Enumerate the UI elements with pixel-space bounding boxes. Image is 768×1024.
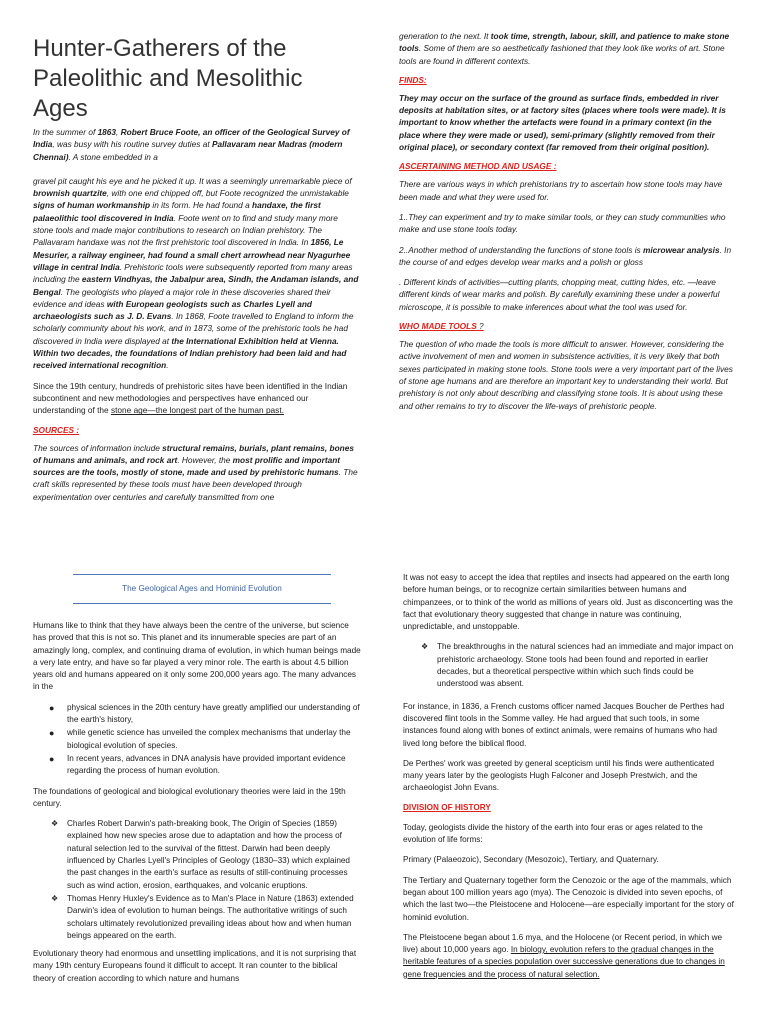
list-item-text: Charles Robert Darwin's path-breaking book, The Origin of Species (1859) explained how new species arose due to adaptation and how the process of natural selection led to the survival of the fittest. Darwin had been deeply influenced by Charles Lyell's Principles of Geology (1830–33) which explained the past changes in the earth's surface as results of still-continuing processes such as wind action, erosion, earthquakes, and volcanic eruptions. xyxy=(67,819,350,890)
intro-paragraph xyxy=(33,126,359,163)
list-item-text: Thomas Henry Huxley's Evidence as to Man's Place in Nature (1863) extended Darwin's idea of evolution to human beings. The authoritative writings of such scholars ultimately revolutionized prevailing ideas about how and when human beings appeared on the earth. xyxy=(67,893,354,940)
bullet-list xyxy=(33,702,361,778)
scepticism-paragraph: De Perthes' work was greeted by general scepticism until his finds were authenticated many years later by the geologists Hugh Falconer and Joseph Prestwich, and the archaeologist John Evans. xyxy=(403,758,715,793)
text-run: . The geologists who played a major role in these discoveries shared their evidence and ideas xyxy=(33,286,331,309)
foundations-paragraph: The foundations of geological and biological evolutionary theories were laid in the 19th century. xyxy=(33,786,346,808)
text-run: , was busy with his routine survey duties at xyxy=(52,139,212,150)
text-run: . Some of them are so aesthetically fashioned that they look like works of art. Stone tools are found in different contexts. xyxy=(399,43,725,66)
microwear-paragraph: . Different kinds of activities—cutting plants, chopping meat, cutting hides, etc. —leave different kinds of wear marks and polish. By carefully examining these under a powerful microscope, it is possible to make inferences about what the tool was used for. xyxy=(399,277,720,312)
cenozoic-paragraph: The Tertiary and Quaternary together form the Cenozoic or the age of the mammals, which began about 100 million years ago (mya). The Cenozoic is divided into seven epochs, of which the last two—the Pleistocene and Holocene—are especially important for the story of hominid evolution. xyxy=(403,875,734,922)
list-item xyxy=(51,818,361,892)
text-run-bold: They may occur on the surface of the ground as surface finds, embedded in river deposits at habitation sites, or at factory sites (places where tools were made). It is important to know whether the artefacts were found in a primary context (in the place where they were made or used), semi-primary (slightly removed from their original place), or secondary context (far removed from their original position). xyxy=(399,92,726,153)
text-run-underlined: In biology, evolution refers to the gradual changes in the heritable features of a species population over successive generations due to changes in gene frequencies and the process of natural selection. xyxy=(403,945,725,979)
sources-heading: SOURCES : xyxy=(33,424,80,435)
text-run-bold: most prolific and important sources are the tools, mostly of stone, made and used by prehistoric humans xyxy=(33,454,341,478)
reptiles-paragraph: It was not easy to accept the idea that reptiles and insects had appeared on the earth long before human beings, or to recognize certain similarities between humans and chimpanzees, or to think of the world as millions of years old. Just as disconcerting was the fact that evolutionary theory suggested that change in nature was continuing, unpredictable, and unstoppable. xyxy=(403,573,733,632)
text-run-bold: 1856, Le Mesurier, a railway engineer, had found a small chert arrowhead near Nyagurhee village in central India xyxy=(33,237,351,272)
bullet-icon: ● xyxy=(49,728,55,739)
text-run-bold: Pallavaram near Madras (modern Chennai) xyxy=(33,139,343,162)
text-run-bold: eastern Vindhyas, the Jabalpur area, Sindh, the Andaman islands, and Bengal xyxy=(33,274,359,297)
since-paragraph xyxy=(33,380,359,417)
list-item xyxy=(49,753,361,778)
division-heading: DIVISION OF HISTORY xyxy=(403,802,491,812)
text-run: . The craft skills represented by these tools must have been developed through experimentation over centuries and carefully transmitted from one xyxy=(33,467,358,502)
text-run-bold: the International Exhibition held at Vienna. Within two decades, the foundations of Indian prehistory had been laid and had received international recognition xyxy=(33,335,347,371)
diamond-list xyxy=(33,818,361,942)
humans-paragraph: Humans like to think that they have always been the centre of the universe, but science has proved that this is not so. This planet and its innumerable species are part of an amazingly long, complex, and continuing drama of evolution, in which human beings made a very late entry, and have so far played a very minor role. The earth is about 4.5 billion years old and humans appeared on it only some 200,000 years ago. The many advances in the xyxy=(33,621,361,692)
text-run-bold: 1863 xyxy=(97,127,117,137)
text-run: . However, the xyxy=(177,454,233,465)
text-run: . In 1868, Foote travelled to England to inform the scholarly community about his work, and in 1873, some of the prehistoric tools he had discovered in India were displayed at xyxy=(33,311,354,346)
text-run: . Foote went on to find and study many more stone tools and made major contributions to research on Indian prehistory. The Pallavaram handaxe was not the first prehistoric tool discovered in India. In xyxy=(33,212,338,248)
method-paragraph: There are various ways in which prehistorians try to ascertain how stone tools may have been made and what they were used for. xyxy=(399,179,723,202)
text-run: gravel pit caught his eye and he picked it up. It was a seemingly unremarkable piece of xyxy=(33,175,352,186)
text-run: 2..Another method of understanding the functions of stone tools is xyxy=(399,244,643,255)
method-point-2 xyxy=(399,244,735,269)
text-run: . Prehistoric tools were subsequently reported from many areas including the xyxy=(33,261,353,285)
list-item xyxy=(49,727,361,752)
text-run-bold: structural remains, burials, plant remains, bones of humans and animals, and rock art xyxy=(33,442,354,465)
de-perthes-paragraph: For instance, in 1836, a French customs officer named Jacques Boucher de Perthes had discovered flint tools in the Somme valley. He had argued that such tools, in some instances found along with bones of extinct animals, were remains of humans who had lived long before the biblical flood. xyxy=(403,701,725,748)
title-line-2: Paleolithic and Mesolithic Ages xyxy=(33,65,303,122)
text-run: The Pleistocene began about 1.6 mya, and the Holocene (or Recent period, in which we live) about 10,000 years ago. xyxy=(403,932,723,955)
text-run: . A stone embedded in a xyxy=(68,151,158,162)
bottom-left-column xyxy=(33,572,361,993)
text-run-bold: handaxe, the first palaeolithic tool discovered in India xyxy=(33,200,321,223)
eras-list-paragraph: Primary (Palaeozoic), Secondary (Mesozoic), Tertiary, and Quaternary. xyxy=(403,855,659,865)
list-item xyxy=(51,893,361,942)
diamond-list xyxy=(403,641,735,690)
finds-heading: FINDS: xyxy=(399,74,427,85)
list-item-text: while genetic science has unveiled the complex mechanisms that underlay the biological evolution of species. xyxy=(67,728,351,750)
text-run: generation to the next. It xyxy=(399,31,491,41)
text-run-bold: microwear analysis xyxy=(643,244,720,255)
text-run: WHO MADE TOOLS xyxy=(399,321,477,332)
bottom-right-column xyxy=(403,572,735,989)
list-item xyxy=(49,702,361,727)
top-left-column xyxy=(33,30,359,511)
list-item-text: In recent years, advances in DNA analysis have provided important evidence regarding the process of human evolution. xyxy=(67,753,346,776)
method-point-1: 1..They can experiment and try to make similar tools, or they can study communities who make and use stone tools today. xyxy=(399,211,726,235)
text-run-bold: with European geologists such as Charles Lyell and archaeologists such as J. D. Evans xyxy=(33,298,312,322)
list-item-text: The breakthroughs in the natural sciences had an immediate and major impact on prehistoric archaeology. Stone tools had been found and reported in earlier decades, but a theoretical perspective within which such finds could be understood was absent. xyxy=(437,642,734,689)
text-run: . In the course of and edges develop wear marks and a polish or gloss xyxy=(399,244,732,267)
sources-paragraph xyxy=(33,442,359,503)
list-item xyxy=(421,641,735,690)
text-run-bold: brownish quartzite xyxy=(33,188,107,199)
who-made-paragraph: The question of who made the tools is more difficult to answer. However, considering the active involvement of men and women in subsistence activities, it is very likely that both sexes participated in making stone tools. Stone tools were a very important part of the lives of stone age humans and are therefore an important key to understanding their world. But prehistory is not only about describing and classifying stone tools. It is about using these and other remains to try to discover the life-ways of prehistoric people. xyxy=(399,339,733,411)
page-title xyxy=(33,34,359,124)
generation-paragraph xyxy=(399,30,735,67)
text-run: . xyxy=(166,360,169,371)
text-run: , with one end chipped off, but Foote recognized the unmistakable xyxy=(106,188,349,199)
pleistocene-paragraph xyxy=(403,932,735,981)
evolutionary-theory-paragraph: Evolutionary theory had enormous and unsettling implications, and it is not surprising that many 19th century Europeans found it difficult to accept. It ran counter to the biblical theory of creation according to which nature and humans xyxy=(33,949,357,983)
text-run-bold: took time, strength, labour, skill, and patience to make stone tools xyxy=(399,31,730,54)
diamond-bullet-icon: ❖ xyxy=(51,893,59,903)
bullet-icon: ● xyxy=(49,702,55,713)
section-title: The Geological Ages and Hominid Evolution xyxy=(73,574,331,604)
eras-paragraph: Today, geologists divide the history of the earth into four eras or ages related to the evolution of life forms: xyxy=(403,822,703,845)
finds-paragraph xyxy=(399,92,735,153)
top-right-column xyxy=(399,30,735,420)
text-run: In the summer of xyxy=(33,127,98,137)
bullet-icon: ● xyxy=(49,753,55,764)
method-heading: ASCERTAINING METHOD AND USAGE : xyxy=(399,161,557,172)
text-run-bold: signs of human workmanship xyxy=(33,200,151,211)
text-run: , xyxy=(116,127,121,137)
title-line-1: Hunter-Gatherers of the xyxy=(33,35,287,62)
diamond-bullet-icon: ❖ xyxy=(51,819,59,829)
text-run-bold: Robert Bruce Foote, an officer of the Geological Survey of India xyxy=(33,127,350,150)
text-run: Since the 19th century, hundreds of prehistoric sites have been identified in the Indian subcontinent and new methodologies and perspectives have enhanced our understanding of the xyxy=(33,380,348,416)
diamond-bullet-icon: ❖ xyxy=(421,642,429,652)
foote-paragraph xyxy=(33,175,359,372)
text-run: The sources of information include xyxy=(33,442,163,453)
list-item-text: physical sciences in the 20th century have greatly amplified our understanding of the earth's history, xyxy=(67,702,360,725)
who-made-tools-heading xyxy=(399,321,735,331)
text-run-underlined: stone age—the longest part of the human past. xyxy=(110,405,284,416)
text-run: in its form. He had found a xyxy=(150,200,253,211)
text-run: ? xyxy=(476,321,484,332)
